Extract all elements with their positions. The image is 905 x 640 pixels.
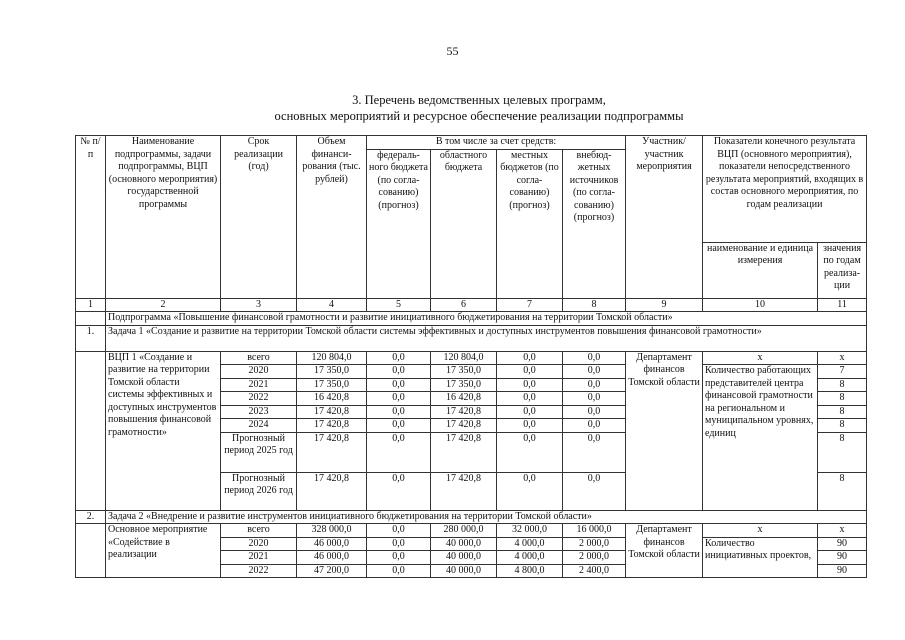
task2-extra: 2 400,0 (563, 564, 626, 578)
task1-regional: 17 350,0 (431, 365, 497, 379)
task1-value: 8 (818, 432, 867, 472)
task2-value: 90 (818, 564, 867, 578)
task2-local: 4 000,0 (497, 537, 563, 551)
task2-volume: 47 200,0 (297, 564, 367, 578)
task1-federal: 0,0 (367, 351, 431, 365)
task2-num: 2. (76, 510, 106, 524)
document-title (0, 92, 905, 124)
column-number: 11 (818, 298, 867, 312)
task1-volume: 17 420,8 (297, 472, 367, 510)
task2-program-name: Основное мероприятие «Содействие в реализации (106, 524, 221, 578)
task1-federal: 0,0 (367, 405, 431, 419)
task1-local: 0,0 (497, 392, 563, 406)
task2-extra: 2 000,0 (563, 537, 626, 551)
task2-extra: 16 000,0 (563, 524, 626, 538)
task1-title: Задача 1 «Создание и развитие на территории Томской области системы эффективных и доступных инструментов повышения финансовой грамотности» (106, 325, 867, 351)
task1-local: 0,0 (497, 419, 563, 433)
header-name: Наименование подпрограммы, задачи подпрограммы, ВЦП (основного мероприятия) государственной программы (106, 136, 221, 299)
column-number: 7 (497, 298, 563, 312)
task2-federal: 0,0 (367, 551, 431, 565)
task1-regional: 120 804,0 (431, 351, 497, 365)
column-number: 5 (367, 298, 431, 312)
column-number: 2 (106, 298, 221, 312)
task2-participant: Департамент финансов Томской области (626, 524, 703, 578)
header-federal: федераль-ного бюджета (по согла-сованию) (прогноз) (367, 149, 431, 298)
task1-value: 7 (818, 365, 867, 379)
task2-federal: 0,0 (367, 524, 431, 538)
header-including: В том числе за счет средств: (367, 136, 626, 150)
task1-term: 2021 (221, 378, 297, 392)
task1-extra: 0,0 (563, 392, 626, 406)
task1-term: Прогнозный период 2026 год (221, 472, 297, 510)
task1-value: 8 (818, 472, 867, 510)
task1-value: х (818, 351, 867, 365)
task2-regional: 280 000,0 (431, 524, 497, 538)
task2-regional: 40 000,0 (431, 551, 497, 565)
task1-volume: 16 420,8 (297, 392, 367, 406)
task2-volume: 328 000,0 (297, 524, 367, 538)
task2-value: 90 (818, 537, 867, 551)
task2-volume: 46 000,0 (297, 537, 367, 551)
task1-federal: 0,0 (367, 378, 431, 392)
task2-local: 4 800,0 (497, 564, 563, 578)
column-number: 6 (431, 298, 497, 312)
task1-local: 0,0 (497, 365, 563, 379)
subprogram-num-cell (76, 312, 106, 326)
header-extra: внебюд-жетных источников (по согла-сованию) (прогноз) (563, 149, 626, 298)
task1-empty-num (76, 351, 106, 510)
task2-title: Задача 2 «Внедрение и развитие инструментов инициативного бюджетирования на территории Томской области» (106, 510, 867, 524)
task2-indicator-total: х (703, 524, 818, 538)
task1-extra: 0,0 (563, 432, 626, 472)
task2-regional: 40 000,0 (431, 537, 497, 551)
task1-extra: 0,0 (563, 472, 626, 510)
program-table (75, 135, 867, 578)
task2-indicator-name: Количество инициативных проектов, (703, 537, 818, 578)
task1-extra: 0,0 (563, 419, 626, 433)
header-ind-name: наименование и единица измерения (703, 242, 818, 298)
task1-value: 8 (818, 378, 867, 392)
task1-regional: 16 420,8 (431, 392, 497, 406)
task1-regional: 17 420,8 (431, 419, 497, 433)
task1-num: 1. (76, 325, 106, 351)
task1-local: 0,0 (497, 432, 563, 472)
header-term: Срок реализации (год) (221, 136, 297, 299)
task1-term: 2020 (221, 365, 297, 379)
task1-federal: 0,0 (367, 365, 431, 379)
task1-term: Прогнозный период 2025 год (221, 432, 297, 472)
header-local: местных бюджетов (по согла-сованию) (прогноз) (497, 149, 563, 298)
task1-value: 8 (818, 392, 867, 406)
task1-value: 8 (818, 419, 867, 433)
task2-term: 2020 (221, 537, 297, 551)
task1-regional: 17 350,0 (431, 378, 497, 392)
column-number: 9 (626, 298, 703, 312)
header-regional: областного бюджета (431, 149, 497, 298)
task1-term: всего (221, 351, 297, 365)
header-ind-values: значения по годам реализа-ции (818, 242, 867, 298)
task1-value: 8 (818, 405, 867, 419)
task1-federal: 0,0 (367, 392, 431, 406)
title-line-1: 3. Перечень ведомственных целевых программ, (352, 93, 606, 107)
task1-term: 2023 (221, 405, 297, 419)
header-participant: Участник/ участник мероприятия (626, 136, 703, 299)
task1-extra: 0,0 (563, 378, 626, 392)
task2-term: всего (221, 524, 297, 538)
task2-extra: 2 000,0 (563, 551, 626, 565)
column-number: 10 (703, 298, 818, 312)
task2-regional: 40 000,0 (431, 564, 497, 578)
task1-volume: 17 420,8 (297, 405, 367, 419)
task1-local: 0,0 (497, 472, 563, 510)
task1-term: 2024 (221, 419, 297, 433)
header-volume: Объем финанси-рования (тыс. рублей) (297, 136, 367, 299)
task1-federal: 0,0 (367, 472, 431, 510)
task1-regional: 17 420,8 (431, 472, 497, 510)
task1-participant: Департамент финансов Томской области (626, 351, 703, 510)
task1-federal: 0,0 (367, 419, 431, 433)
task2-local: 32 000,0 (497, 524, 563, 538)
task1-indicator-name: Количество работающих представителей центра финансовой грамотности на региональном и муниципальном уровнях, единиц (703, 365, 818, 511)
column-number: 3 (221, 298, 297, 312)
page-number: 55 (446, 44, 459, 58)
task1-volume: 17 420,8 (297, 419, 367, 433)
title-line-2: основных мероприятий и ресурсное обеспечение реализации подпрограммы (274, 109, 684, 123)
task1-volume: 17 420,8 (297, 432, 367, 472)
subprogram-title: Подпрограмма «Повышение финансовой грамотности и развитие инициативного бюджетирования на территории Томской области» (106, 312, 867, 326)
column-number: 8 (563, 298, 626, 312)
task1-volume: 120 804,0 (297, 351, 367, 365)
task1-extra: 0,0 (563, 351, 626, 365)
task2-federal: 0,0 (367, 537, 431, 551)
task2-local: 4 000,0 (497, 551, 563, 565)
task1-term: 2022 (221, 392, 297, 406)
task1-regional: 17 420,8 (431, 432, 497, 472)
task1-extra: 0,0 (563, 405, 626, 419)
task1-federal: 0,0 (367, 432, 431, 472)
task1-indicator-total: х (703, 351, 818, 365)
column-number: 4 (297, 298, 367, 312)
task2-value: х (818, 524, 867, 538)
task1-extra: 0,0 (563, 365, 626, 379)
header-indicators: Показатели конечного результата ВЦП (основного мероприятия), показатели непосредственного результата мероприятий, входящих в состав основного мероприятия, по годам реализации (703, 136, 867, 243)
task2-term: 2022 (221, 564, 297, 578)
task2-federal: 0,0 (367, 564, 431, 578)
task2-empty-num (76, 524, 106, 578)
task1-regional: 17 420,8 (431, 405, 497, 419)
task1-local: 0,0 (497, 405, 563, 419)
task1-local: 0,0 (497, 351, 563, 365)
task1-local: 0,0 (497, 378, 563, 392)
header-num: № п/п (76, 136, 106, 299)
task1-volume: 17 350,0 (297, 378, 367, 392)
column-number: 1 (76, 298, 106, 312)
task2-term: 2021 (221, 551, 297, 565)
task2-value: 90 (818, 551, 867, 565)
task1-volume: 17 350,0 (297, 365, 367, 379)
column-numbers-row (76, 298, 867, 312)
task1-program-name: ВЦП 1 «Создание и развитие на территории Томской области системы эффективных и доступных инструментов повышения финансовой грамотности» (106, 351, 221, 510)
task2-volume: 46 000,0 (297, 551, 367, 565)
